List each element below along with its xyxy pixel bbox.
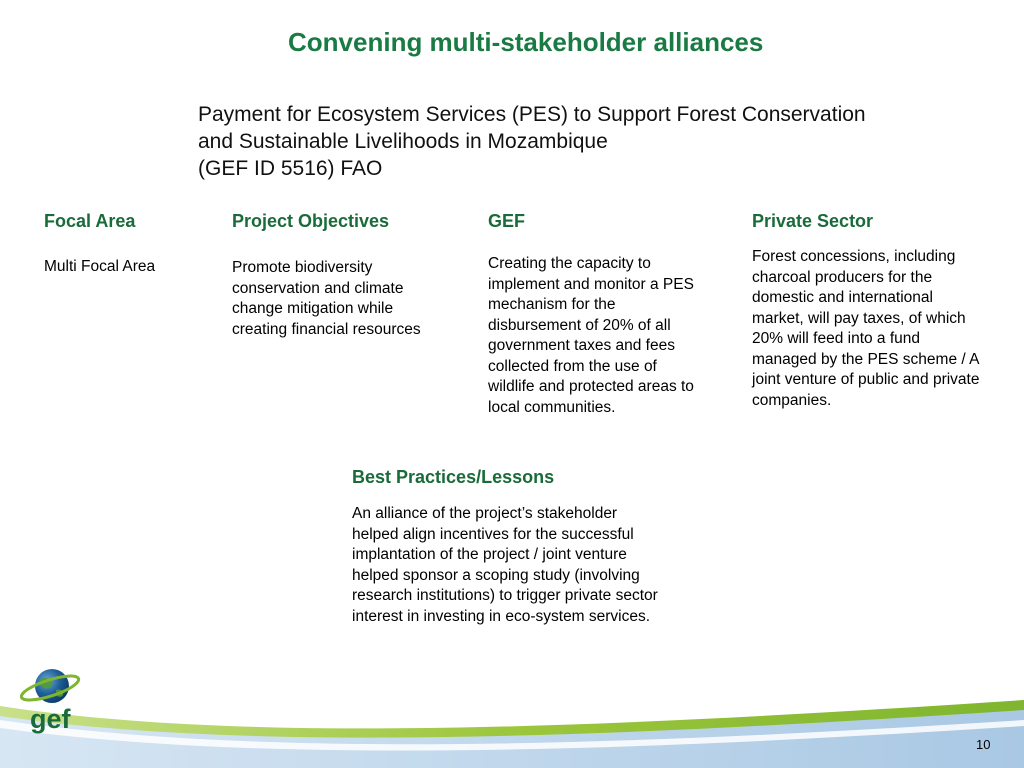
- globe-icon: [14, 660, 84, 738]
- private-sector-line: joint venture of public and private: [752, 371, 980, 388]
- project-objectives-heading: Project Objectives: [232, 211, 390, 231]
- private-sector-line: 20% will feed into a fund: [752, 330, 921, 347]
- gef-line: wildlife and protected areas to: [488, 378, 694, 395]
- gef-line: local communities.: [488, 398, 616, 416]
- page-number: 10: [976, 737, 991, 752]
- private-sector-line: charcoal producers for the: [752, 268, 933, 286]
- gef-line: mechanism for the: [488, 296, 616, 313]
- focal-area-body: [44, 257, 155, 278]
- subtitle-line: Payment for Ecosystem Services (PES) to Support Forest Conservation: [198, 103, 866, 126]
- best-practices-heading: Best Practices/Lessons: [352, 467, 555, 487]
- project-objectives-line: creating financial resources: [232, 320, 421, 338]
- gef-heading: GEF: [488, 211, 526, 231]
- project-objectives-line: conservation and climate: [232, 279, 404, 297]
- project-objectives-line: change mitigation while: [232, 300, 394, 317]
- subtitle-line: (GEF ID 5516) FAO: [198, 157, 383, 180]
- project-objectives-body: [232, 258, 421, 340]
- best-practices-line: An alliance of the project’s stakeholder: [352, 505, 618, 522]
- subtitle-line: and Sustainable Livelihoods in Mozambique: [198, 130, 608, 153]
- focal-area-line: Multi Focal Area: [44, 258, 156, 275]
- footer-swoosh: [0, 680, 1024, 768]
- private-sector-line: domestic and international: [752, 289, 933, 306]
- gef-line: collected from the use of: [488, 357, 657, 375]
- private-sector-line: market, will pay taxes, of which: [752, 309, 966, 327]
- best-practices-body: [352, 504, 658, 627]
- private-sector-body: [752, 247, 979, 411]
- gef-line: implement and monitor a PES: [488, 275, 694, 293]
- best-practices-line: helped align incentives for the successful: [352, 525, 634, 543]
- private-sector-line: companies.: [752, 391, 832, 409]
- focal-area-heading: Focal Area: [44, 211, 136, 231]
- title-area: [0, 27, 1024, 67]
- slide-title: Convening multi-stakeholder alliances: [288, 27, 764, 57]
- gef-body: [488, 254, 694, 418]
- gef-line: government taxes and fees: [488, 337, 675, 354]
- logo-wordmark: gef: [30, 704, 71, 734]
- gef-line: disbursement of 20% of all: [488, 316, 671, 334]
- gef-logo: [14, 660, 84, 738]
- best-practices-line: helped sponsor a scoping study (involving: [352, 566, 640, 584]
- best-practices-line: interest in investing in eco-system services.: [352, 607, 651, 625]
- best-practices-line: implantation of the project / joint venture: [352, 546, 627, 563]
- project-objectives-line: Promote biodiversity: [232, 259, 373, 276]
- private-sector-heading: Private Sector: [752, 211, 874, 231]
- gef-line: Creating the capacity to: [488, 255, 651, 272]
- private-sector-line: managed by the PES scheme / A: [752, 350, 980, 368]
- best-practices-line: research institutions) to trigger private sector: [352, 587, 658, 604]
- project-subtitle: [198, 101, 866, 182]
- private-sector-line: Forest concessions, including: [752, 248, 956, 265]
